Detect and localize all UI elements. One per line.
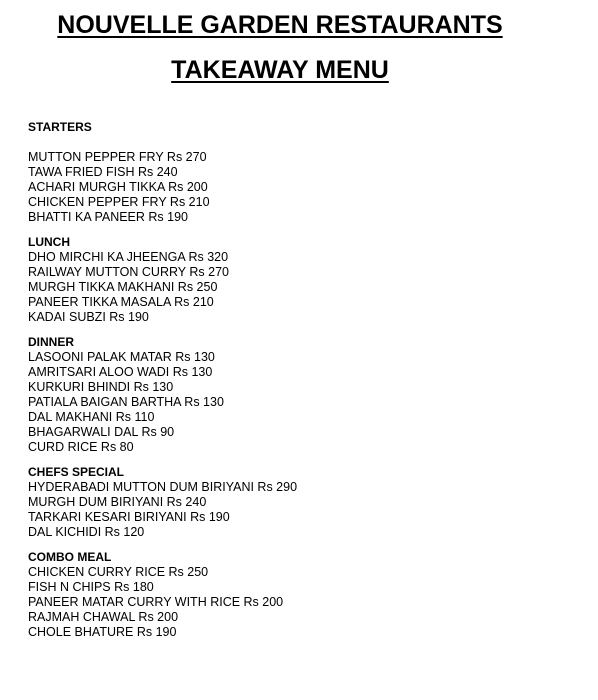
menu-item: DHO MIRCHI KA JHEENGA Rs 320	[28, 250, 229, 264]
menu-item: CHICKEN CURRY RICE Rs 250	[28, 565, 209, 579]
menu-item: TAWA FRIED FISH Rs 240	[28, 165, 178, 179]
section-heading: DINNER	[28, 335, 75, 349]
section-dinner	[28, 335, 588, 455]
menu-item: DAL KICHIDI Rs 120	[28, 525, 145, 539]
section-heading: LUNCH	[28, 235, 70, 249]
menu-item: KADAI SUBZI Rs 190	[28, 310, 149, 324]
menu-item: FISH N CHIPS Rs 180	[28, 580, 154, 594]
section-chefs-special	[28, 465, 588, 540]
menu-item: PATIALA BAIGAN BARTHA Rs 130	[28, 395, 224, 409]
menu-item: AMRITSARI ALOO WADI Rs 130	[28, 365, 213, 379]
item-list	[28, 250, 588, 325]
restaurant-name: NOUVELLE GARDEN RESTAURANTS	[57, 11, 503, 39]
menu-title: TAKEAWAY MENU	[171, 56, 389, 84]
section-heading: COMBO MEAL	[28, 550, 112, 564]
menu-item: CHICKEN PEPPER FRY Rs 210	[28, 195, 210, 209]
menu-item: ACHARI MURGH TIKKA Rs 200	[28, 180, 208, 194]
section-starters	[28, 120, 588, 225]
section-heading: CHEFS SPECIAL	[28, 465, 125, 479]
menu-item: DAL MAKHANI Rs 110	[28, 410, 155, 424]
menu-item: RAJMAH CHAWAL Rs 200	[28, 610, 179, 624]
item-list	[28, 350, 588, 455]
section-heading: STARTERS	[28, 120, 92, 134]
menu-item: TARKARI KESARI BIRIYANI Rs 190	[28, 510, 230, 524]
menu-item: MUTTON PEPPER FRY Rs 270	[28, 150, 207, 164]
menu-item: LASOONI PALAK MATAR Rs 130	[28, 350, 215, 364]
menu-item: BHATTI KA PANEER Rs 190	[28, 210, 189, 224]
section-lunch	[28, 235, 588, 325]
item-list	[28, 150, 588, 225]
menu-item: HYDERABADI MUTTON DUM BIRIYANI Rs 290	[28, 480, 298, 494]
item-list	[28, 565, 588, 640]
menu-item: MURGH DUM BIRIYANI Rs 240	[28, 495, 207, 509]
menu-item: KURKURI BHINDI Rs 130	[28, 380, 174, 394]
menu-item: MURGH TIKKA MAKHANI Rs 250	[28, 280, 218, 294]
item-list	[28, 480, 588, 540]
menu-item: PANEER TIKKA MASALA Rs 210	[28, 295, 214, 309]
menu-item: CHOLE BHATURE Rs 190	[28, 625, 177, 639]
section-combo-meal	[28, 550, 588, 640]
menu-item: CURD RICE Rs 80	[28, 440, 134, 454]
menu-item: BHAGARWALI DAL Rs 90	[28, 425, 175, 439]
menu-sections	[28, 120, 588, 650]
menu-item: PANEER MATAR CURRY WITH RICE Rs 200	[28, 595, 284, 609]
menu-item: RAILWAY MUTTON CURRY Rs 270	[28, 265, 229, 279]
